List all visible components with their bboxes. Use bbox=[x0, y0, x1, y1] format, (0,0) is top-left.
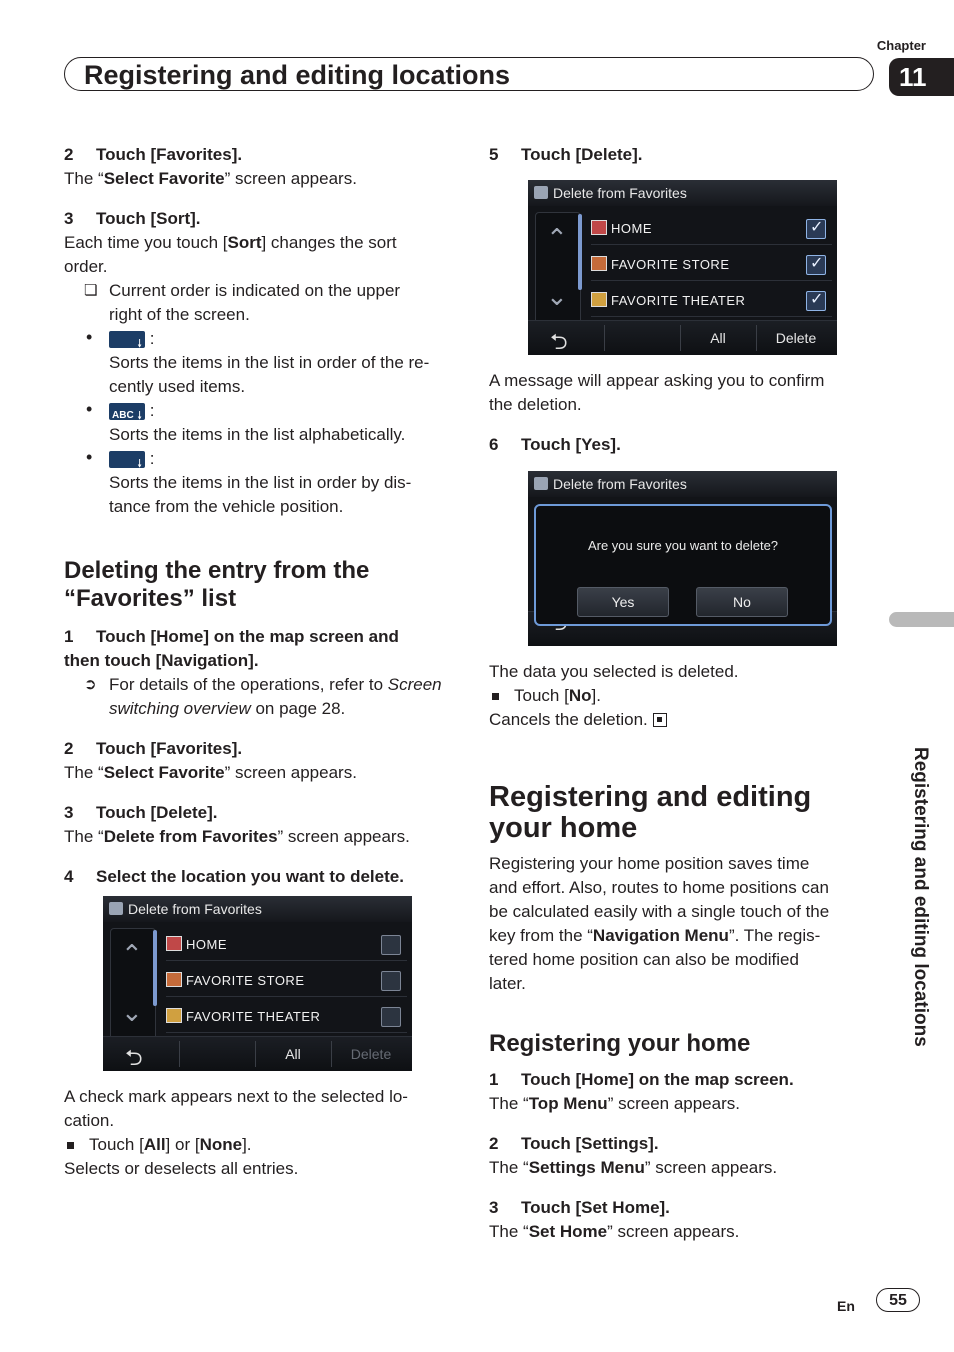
confirm-dialog bbox=[534, 504, 832, 626]
list-item[interactable]: FAVORITE THEATER bbox=[166, 1002, 407, 1033]
checkbox[interactable] bbox=[381, 935, 401, 955]
delete-favorites-screen-unchecked bbox=[103, 896, 412, 1071]
checkbox-note-icon: ❏ bbox=[84, 282, 98, 299]
chapter-label: Chapter bbox=[876, 38, 926, 53]
delete-step-3: 3 Touch [Delete]. bbox=[64, 803, 218, 822]
back-icon[interactable]: ⮌ bbox=[125, 1045, 143, 1070]
all-button[interactable]: All bbox=[710, 330, 726, 346]
confirm-message-text: A message will appear asking you to confirm the deletion. bbox=[489, 371, 825, 414]
list-item[interactable]: HOME bbox=[166, 930, 407, 961]
delete-step-1: 1 Touch [Home] on the map screen and then touch [Navigation]. bbox=[64, 627, 399, 670]
register-step-3-body: The “Set Home” screen appears. bbox=[489, 1222, 740, 1241]
register-step-1: 1 Touch [Home] on the map screen. bbox=[489, 1070, 794, 1089]
delete-button[interactable]: Delete bbox=[350, 1046, 392, 1062]
list-item[interactable]: FAVORITE STORE ✓ bbox=[591, 250, 832, 281]
delete-button[interactable]: Delete bbox=[775, 330, 817, 346]
checkbox-checked[interactable] bbox=[806, 255, 826, 275]
checkbox-checked[interactable] bbox=[806, 291, 826, 311]
page-number: 55 bbox=[876, 1288, 920, 1312]
home-icon bbox=[591, 220, 607, 235]
delete-step-4: 4 Select the location you want to delete. bbox=[64, 867, 404, 886]
all-none-desc: Selects or deselects all entries. bbox=[64, 1159, 299, 1178]
yes-button[interactable]: Yes bbox=[577, 587, 669, 617]
delete-step-2: 2 Touch [Favorites]. bbox=[64, 739, 243, 758]
left-column bbox=[64, 143, 454, 889]
delete-section-heading: Deleting the entry from the “Favorites” list bbox=[64, 557, 370, 612]
arrow-reference-icon: ➲ bbox=[84, 676, 97, 693]
scrollbar[interactable] bbox=[578, 214, 582, 290]
right-column-lower bbox=[489, 660, 874, 1244]
right-step-5 bbox=[489, 143, 869, 167]
register-step-3: 3 Touch [Set Home]. bbox=[489, 1198, 670, 1217]
deleted-text: The data you selected is deleted. bbox=[489, 662, 739, 681]
folder-icon bbox=[109, 902, 123, 915]
register-step-1-body: The “Top Menu” screen appears. bbox=[489, 1094, 740, 1113]
sort-option-alpha: • ABC 🠗 : Sorts the items in the list alphabetically. bbox=[86, 399, 406, 444]
screen-title: Delete from Favorites bbox=[528, 471, 837, 497]
home-icon bbox=[166, 936, 182, 951]
back-icon[interactable]: ⮌ bbox=[550, 329, 568, 354]
home-section-heading: Registering and editing your home bbox=[489, 781, 812, 844]
scroll-control[interactable] bbox=[535, 212, 581, 334]
favorite-icon bbox=[166, 972, 182, 987]
delete-confirm-screen bbox=[528, 471, 837, 646]
distance-sort-icon: 🠗 bbox=[109, 451, 145, 468]
scroll-up-icon[interactable]: ⌃ bbox=[546, 223, 568, 253]
checkbox[interactable] bbox=[381, 1007, 401, 1027]
scrollbar[interactable] bbox=[153, 930, 157, 1006]
dialog-message: Are you sure you want to delete? bbox=[587, 538, 779, 553]
delete-step-2-body: The “Select Favorite” screen appears. bbox=[64, 763, 357, 782]
step-3-body: Each time you touch [Sort] changes the sort order. bbox=[64, 233, 397, 276]
favorite-icon bbox=[166, 1008, 182, 1023]
chapter-number: 11 bbox=[889, 58, 954, 96]
no-desc: Cancels the deletion. bbox=[489, 708, 874, 732]
folder-icon bbox=[534, 477, 548, 490]
right-step-6 bbox=[489, 369, 869, 457]
list-item[interactable]: HOME ✓ bbox=[591, 214, 832, 245]
favorite-icon bbox=[591, 256, 607, 271]
home-intro: Registering your home position saves time and effort. Also, routes to home positions can be calculated easily with a single touch of the key from the “Navigation Menu”. The regis- tered home position can also be modified later. bbox=[489, 854, 830, 993]
delete-step-3-body: The “Delete from Favorites” screen appears. bbox=[64, 827, 410, 846]
step-2-body: The “Select Favorite” screen appears. bbox=[64, 169, 357, 188]
checkbox[interactable] bbox=[381, 971, 401, 991]
register-home-heading: Registering your home bbox=[489, 1030, 751, 1057]
left-column-bottom bbox=[64, 1085, 454, 1181]
sort-option-recent: • 🠗 : Sorts the items in the list in order of the re- cently used items. bbox=[86, 327, 430, 396]
step-3-sort: 3 Touch [Sort]. bbox=[64, 209, 201, 228]
checkbox-checked[interactable] bbox=[806, 219, 826, 239]
step-2-favorites: 2 Touch [Favorites]. bbox=[64, 145, 243, 164]
scroll-control[interactable] bbox=[110, 928, 156, 1050]
delete-favorites-screen-checked bbox=[528, 180, 837, 355]
bottom-bar bbox=[103, 1036, 412, 1071]
end-mark-icon bbox=[653, 713, 667, 727]
favorite-icon bbox=[591, 292, 607, 307]
side-running-title: Registering and editing locations bbox=[910, 747, 931, 1047]
step-6-yes: 6 Touch [Yes]. bbox=[489, 435, 621, 454]
register-step-2-body: The “Settings Menu” screen appears. bbox=[489, 1158, 778, 1177]
language-label: En bbox=[837, 1298, 855, 1314]
register-step-2: 2 Touch [Settings]. bbox=[489, 1134, 659, 1153]
page-title: Registering and editing locations bbox=[84, 60, 511, 90]
sort-note: ❏ Current order is indicated on the upper right of the screen. bbox=[84, 281, 401, 324]
sort-option-distance: • 🠗 : Sorts the items in the list in order by dis- tance from the vehicle position. bbox=[86, 447, 412, 516]
screen-title: Delete from Favorites bbox=[103, 896, 412, 922]
check-mark-text: A check mark appears next to the selected lo- cation. bbox=[64, 1087, 408, 1130]
recent-sort-icon: 🠗 bbox=[109, 331, 145, 348]
bottom-bar bbox=[528, 320, 837, 355]
list-item[interactable]: FAVORITE THEATER ✓ bbox=[591, 286, 832, 317]
side-tab bbox=[889, 612, 954, 627]
alphabetical-sort-icon: ABC 🠗 bbox=[109, 403, 145, 420]
folder-icon bbox=[534, 186, 548, 199]
screen-title: Delete from Favorites bbox=[528, 180, 837, 206]
delete-step-1-note: ➲ For details of the operations, refer to Screen switching overview on page 28. bbox=[84, 675, 442, 718]
list-item[interactable]: FAVORITE STORE bbox=[166, 966, 407, 997]
all-button[interactable]: All bbox=[285, 1046, 301, 1062]
all-none-item: Touch [All] or [None]. bbox=[64, 1133, 454, 1157]
step-5-delete: 5 Touch [Delete]. bbox=[489, 145, 643, 164]
no-button[interactable]: No bbox=[696, 587, 788, 617]
no-item: Touch [No]. bbox=[489, 684, 874, 708]
scroll-down-icon[interactable]: ⌄ bbox=[546, 281, 568, 311]
scroll-down-icon[interactable]: ⌄ bbox=[121, 997, 143, 1027]
scroll-up-icon[interactable]: ⌃ bbox=[121, 939, 143, 969]
